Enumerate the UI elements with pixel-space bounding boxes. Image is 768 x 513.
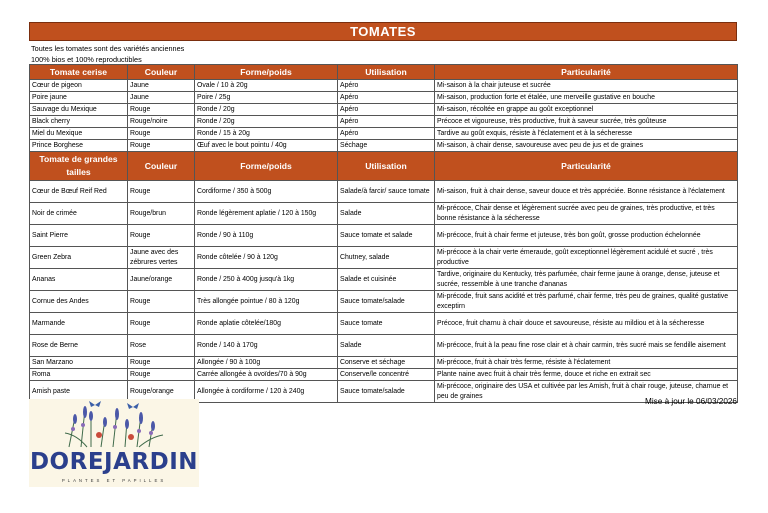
cell-shape-weight: Cordiforme / 350 à 500g [195, 181, 338, 203]
header-shape-weight: Forme/poids [195, 152, 338, 181]
cell-usage: Conserve et séchage [338, 357, 435, 369]
cell-color: Rouge/orange [128, 381, 195, 403]
cell-usage: Salade [338, 203, 435, 225]
cell-feature: Mi-précoce, Chair dense et légèrement sucrée avec peu de graines, très productive, et très bonne résistance à la sécheresse [435, 203, 738, 225]
cell-variety: Cœur de pigeon [30, 80, 128, 92]
cell-color: Jaune avec des zébrures vertes [128, 247, 195, 269]
cell-variety: Sauvage du Mexique [30, 104, 128, 116]
cell-shape-weight: Carrée allongée à ovoïdes/70 à 90g [195, 369, 338, 381]
intro-line-varieties: Toutes les tomates sont des variétés anciennes [31, 44, 185, 53]
cell-usage: Sauce tomate [338, 313, 435, 335]
cell-shape-weight: Œuf avec le bout pointu / 40g [195, 140, 338, 152]
cherry-row [30, 80, 738, 92]
large-row [30, 291, 738, 313]
cell-shape-weight: Ronde légèrement aplatie / 120 à 150g [195, 203, 338, 225]
cell-usage: Séchage [338, 140, 435, 152]
cell-color: Rouge [128, 104, 195, 116]
cell-usage: Salade/à farcir/ sauce tomate [338, 181, 435, 203]
cell-variety: Marmande [30, 313, 128, 335]
cell-color: Rouge [128, 225, 195, 247]
dorejardin-logo [29, 399, 199, 487]
cell-variety: Miel du Mexique [30, 128, 128, 140]
header-feature: Particularité [435, 152, 738, 181]
cell-variety: Green Zebra [30, 247, 128, 269]
cell-variety: Cœur de Bœuf Reif Red [30, 181, 128, 203]
cell-variety: Roma [30, 369, 128, 381]
cell-variety: Ananas [30, 269, 128, 291]
header-feature: Particularité [435, 65, 738, 80]
large-row [30, 269, 738, 291]
logo-tagline: PLANTES ET PAPILLES [61, 478, 167, 483]
tomato-table [29, 64, 738, 403]
cell-feature: Mi-saison, à chair dense, savoureuse avec peu de jus et de graines [435, 140, 738, 152]
cherry-header-row [30, 65, 738, 80]
intro-line-bio: 100% bios et 100% reproductibles [31, 55, 142, 64]
cell-color: Rouge/noire [128, 116, 195, 128]
header-usage: Utilisation [338, 152, 435, 181]
cell-usage: Sauce tomate/salade [338, 291, 435, 313]
cell-shape-weight: Ronde / 90 à 110g [195, 225, 338, 247]
cell-feature: Mi-saison à la chair juteuse et sucrée [435, 80, 738, 92]
cell-color: Rouge/brun [128, 203, 195, 225]
header-usage: Utilisation [338, 65, 435, 80]
cell-feature: Précoce et vigoureuse, très productive, fruit à saveur sucrée, très goûteuse [435, 116, 738, 128]
large-row [30, 247, 738, 269]
cell-color: Jaune [128, 80, 195, 92]
cell-shape-weight: Ovale / 10 à 20g [195, 80, 338, 92]
cell-variety: Prince Borghese [30, 140, 128, 152]
cell-usage: Apéro [338, 92, 435, 104]
cell-usage: Chutney, salade [338, 247, 435, 269]
cell-shape-weight: Allongée à cordiforme / 120 à 240g [195, 381, 338, 403]
cell-color: Rouge [128, 357, 195, 369]
cell-feature: Mi-précode, fruit sans acidité et très parfumé, chair ferme, très peu de graines, qualité gustative exceptirn [435, 291, 738, 313]
cell-usage: Salade et cuisinée [338, 269, 435, 291]
cell-color: Rouge [128, 313, 195, 335]
cell-color: Rouge [128, 128, 195, 140]
cell-shape-weight: Allongée / 90 à 100g [195, 357, 338, 369]
cell-feature: Mi-précoce, fruit à chair très ferme, résiste à l'éclatement [435, 357, 738, 369]
cell-variety: Black cherry [30, 116, 128, 128]
cell-feature: Mi-précoce, fruit à la peau fine rose clair et à chair carmin, très sucré mais se fendille aisement [435, 335, 738, 357]
large-row [30, 335, 738, 357]
cell-feature: Mi-précoce, originaire des USA et cultivée par les Amish, fruit à chair rouge, juteuse, charnue et peu de graines [435, 381, 738, 403]
cell-feature: Mi-saison, récoltée en grappe au goût exceptionnel [435, 104, 738, 116]
cell-usage: Apéro [338, 104, 435, 116]
logo-wordmark: DOREJARDIN [29, 449, 199, 475]
cell-feature: Mi-saison, production forte et étalée, une merveille gustative en bouche [435, 92, 738, 104]
page-title: TOMATES [29, 22, 737, 41]
cell-color: Rouge [128, 369, 195, 381]
header-color: Couleur [128, 152, 195, 181]
cell-feature: Tardive au goût exquis, résiste à l'éclatement et à la sécheresse [435, 128, 738, 140]
large-row [30, 225, 738, 247]
cell-shape-weight: Ronde / 140 à 170g [195, 335, 338, 357]
cell-shape-weight: Très allongée pointue / 80 à 120g [195, 291, 338, 313]
large-header-row [30, 152, 738, 181]
cell-feature: Tardive, originaire du Kentucky, très parfumée, chair ferme jaune à orange, dense, juteuse et sucrée, ressemble à une tranche d'ananas [435, 269, 738, 291]
cell-feature: Précoce, fruit charnu à chair douce et savoureuse, résiste au mildiou et à la sécheresse [435, 313, 738, 335]
cell-variety: Poire jaune [30, 92, 128, 104]
cell-color: Rouge [128, 181, 195, 203]
tomato-table-body [30, 65, 738, 403]
cell-usage: Conserve/le concentré [338, 369, 435, 381]
cell-shape-weight: Ronde côtelée / 90 à 120g [195, 247, 338, 269]
cherry-row [30, 140, 738, 152]
cell-color: Rose [128, 335, 195, 357]
cell-color: Jaune [128, 92, 195, 104]
cell-variety: San Marzano [30, 357, 128, 369]
header-variety-cherry: Tomate cerise [30, 65, 128, 80]
cell-usage: Sauce tomate/salade [338, 381, 435, 403]
header-variety-large: Tomate de grandes tailles [30, 152, 128, 181]
cell-variety: Saint Pierre [30, 225, 128, 247]
large-row [30, 357, 738, 369]
cell-variety: Cornue des Andes [30, 291, 128, 313]
cell-variety: Noir de crimée [30, 203, 128, 225]
update-date: Mise à jour le 06/03/2026 [645, 397, 737, 406]
cell-shape-weight: Ronde aplatie côtelée/180g [195, 313, 338, 335]
cell-variety: Amish paste [30, 381, 128, 403]
cell-feature: Mi-précoce, fruit à chair ferme et juteuse, très bon goût, grosse production échelonnée [435, 225, 738, 247]
cell-shape-weight: Poire / 25g [195, 92, 338, 104]
cell-color: Rouge [128, 291, 195, 313]
cell-usage: Sauce tomate et salade [338, 225, 435, 247]
large-row [30, 181, 738, 203]
cell-feature: Plante naine avec fruit à chair très ferme, douce et riche en extrait sec [435, 369, 738, 381]
cell-usage: Apéro [338, 116, 435, 128]
cell-shape-weight: Ronde / 20g [195, 104, 338, 116]
cell-shape-weight: Ronde / 15 à 20g [195, 128, 338, 140]
header-color: Couleur [128, 65, 195, 80]
cherry-row [30, 104, 738, 116]
cell-variety: Rose de Berne [30, 335, 128, 357]
header-shape-weight: Forme/poids [195, 65, 338, 80]
cell-feature: Mi-précoce à la chair verte émeraude, goût exceptionnel légèrement acidulé et sucré , très productive [435, 247, 738, 269]
cell-shape-weight: Ronde / 20g [195, 116, 338, 128]
cherry-row [30, 116, 738, 128]
cell-usage: Salade [338, 335, 435, 357]
cherry-row [30, 128, 738, 140]
cell-usage: Apéro [338, 80, 435, 92]
large-row [30, 369, 738, 381]
cell-color: Rouge [128, 140, 195, 152]
large-row [30, 203, 738, 225]
cell-shape-weight: Ronde / 250 à 400g jusqu'à 1kg [195, 269, 338, 291]
cell-usage: Apéro [338, 128, 435, 140]
cell-color: Jaune/orange [128, 269, 195, 291]
intro-text [31, 43, 184, 65]
cherry-row [30, 92, 738, 104]
large-row [30, 313, 738, 335]
cell-feature: Mi-saison, fruit à chair dense, saveur douce et très appréciée. Bonne résistance à l'éclatement [435, 181, 738, 203]
